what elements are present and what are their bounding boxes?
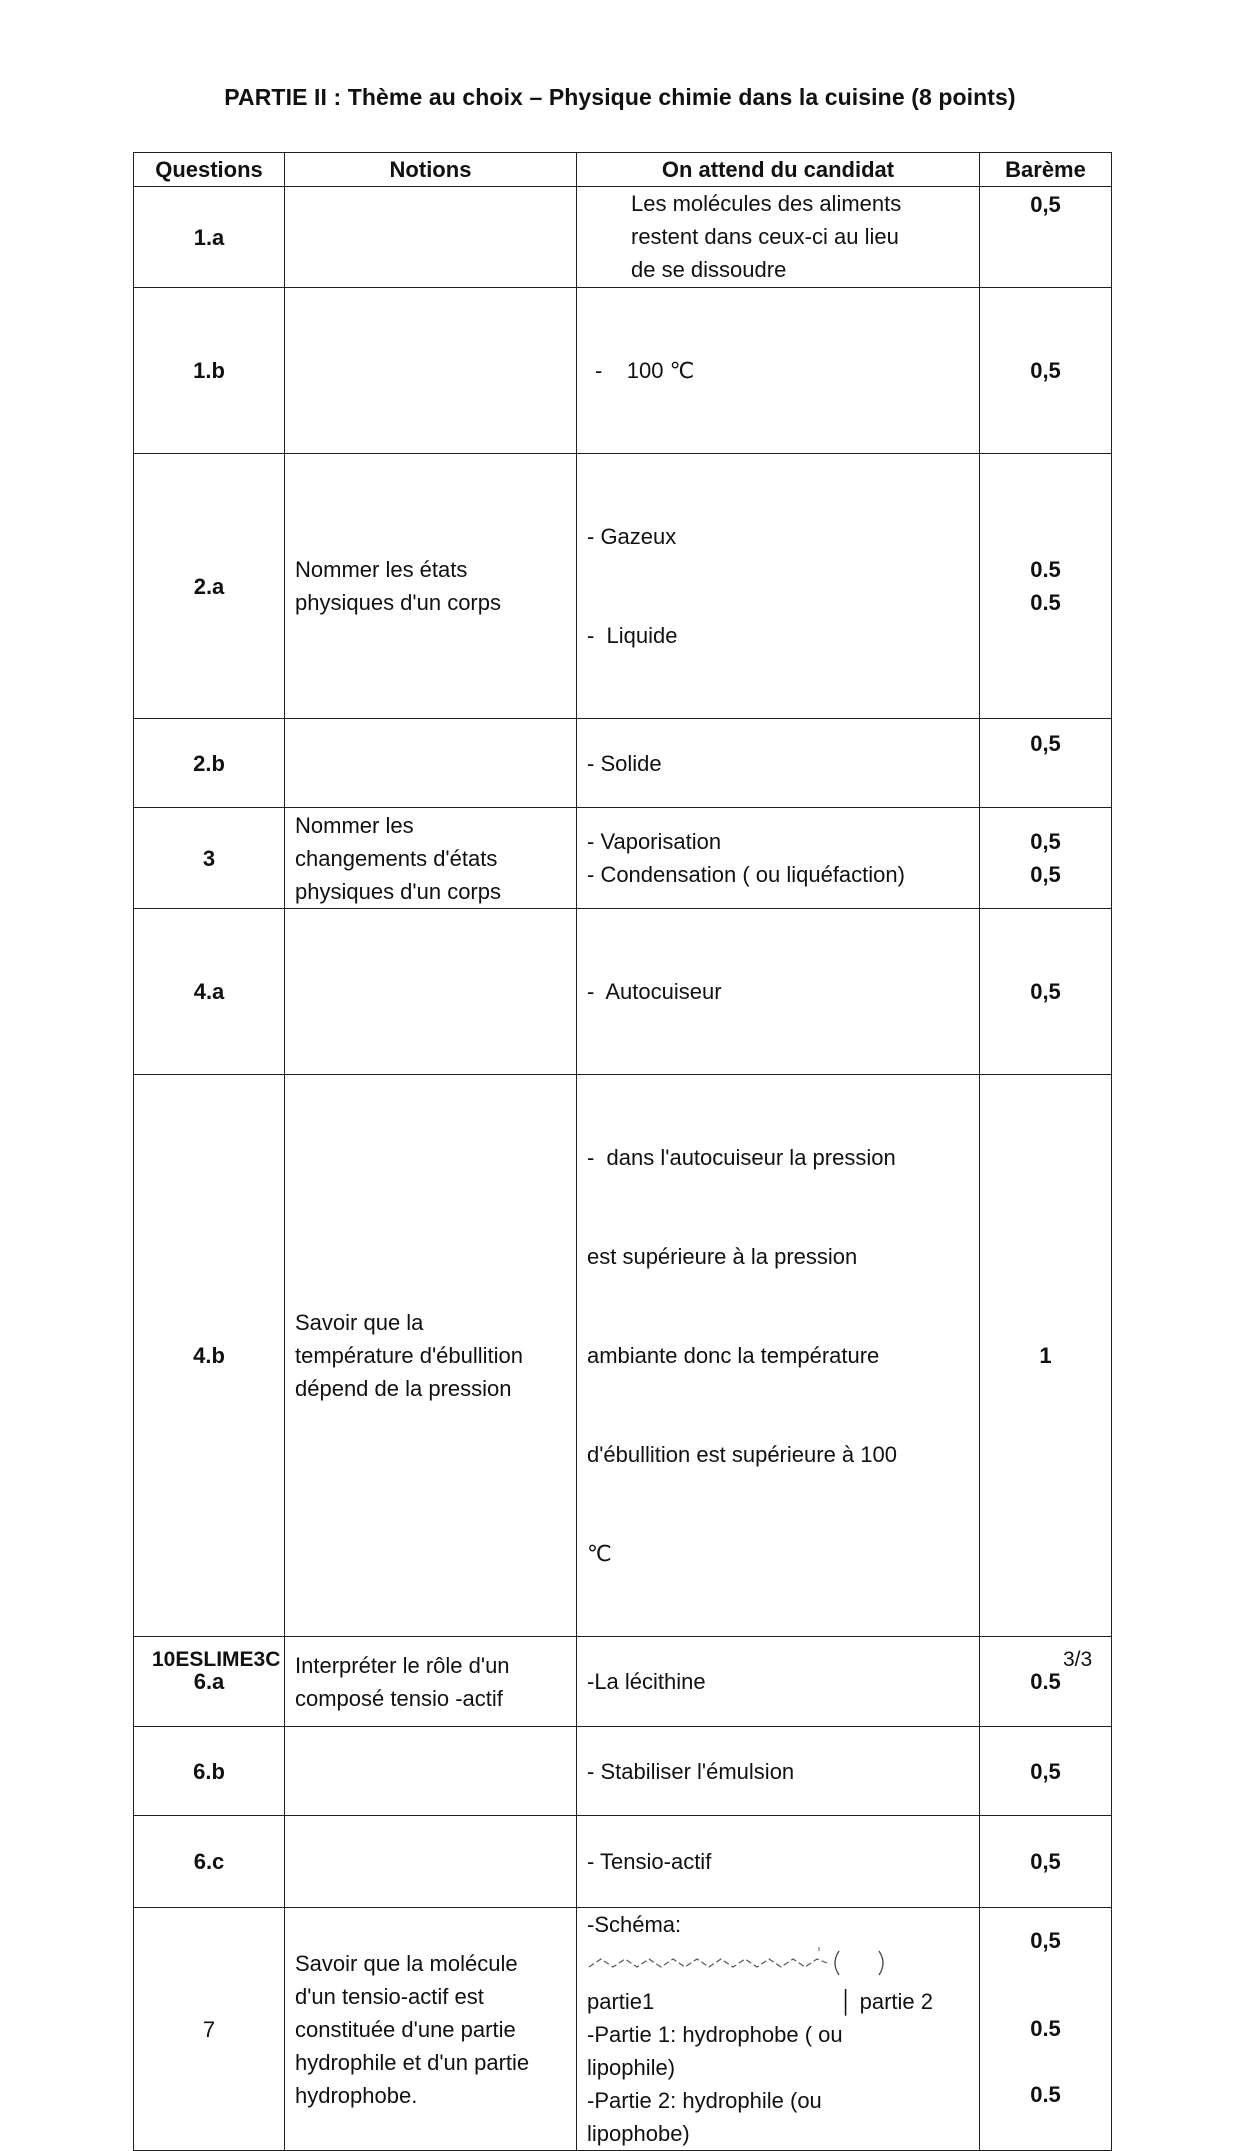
attendu-line: - Liquide: [587, 623, 678, 648]
question-cell: 3: [134, 808, 285, 909]
attendu-line: ℃: [587, 1541, 612, 1566]
notion-cell: [285, 1908, 577, 2151]
attendu-cell: [577, 187, 980, 288]
bareme-cell: [980, 288, 1112, 454]
grading-table: [133, 152, 1112, 2151]
attendu-line: -La lécithine: [587, 1669, 706, 1694]
notion-line: Nommer les états: [295, 557, 468, 582]
schema-label: -Schéma:: [587, 1912, 682, 1937]
bareme-cell: [980, 187, 1112, 288]
table-row: [134, 1816, 1112, 1908]
bareme-cell: [980, 1816, 1112, 1908]
attendu-line: de se dissoudre: [631, 257, 787, 282]
attendu-line: - Autocuiseur: [587, 979, 722, 1004]
attendu-line: ambiante donc la température: [587, 1343, 880, 1368]
bareme-cell: [980, 1075, 1112, 1637]
surfactant-molecule-diagram: [587, 1941, 969, 1985]
bareme-value: 0,5: [1030, 1928, 1061, 1953]
attendu-line: d'ébullition est supérieure à 100: [587, 1442, 897, 1467]
attendu-line: est supérieure à la pression: [587, 1244, 858, 1269]
table-row: [134, 1908, 1112, 2151]
attendu-cell: [577, 1637, 980, 1727]
question-cell: 6.c: [134, 1816, 285, 1908]
molecule-svg: [587, 1941, 927, 1985]
attendu-line: - Solide: [587, 750, 662, 776]
notion-cell: [285, 909, 577, 1075]
notion-cell: [285, 288, 577, 454]
schema-part2-text: partie 2: [859, 1989, 933, 2014]
notion-line: hydrophile et d'un partie: [295, 2049, 530, 2075]
header-questions: Questions: [134, 153, 285, 187]
table-row: [134, 454, 1112, 719]
attendu-line: - Condensation ( ou liquéfaction): [587, 862, 905, 887]
bareme-value: 0,5: [1030, 358, 1061, 383]
hydrophobic-tail: [589, 1959, 827, 1967]
header-bareme: Barème: [980, 153, 1112, 187]
notion-cell: [285, 1637, 577, 1727]
notion-line: d'un tensio-actif est: [295, 1983, 484, 2009]
attendu-line: - 100 ℃: [595, 358, 695, 383]
bareme-value: 0,5: [1030, 829, 1061, 854]
bareme-value: 0,5: [1030, 1849, 1061, 1874]
notion-cell: [285, 808, 577, 909]
table-row: [134, 808, 1112, 909]
notion-line: Nommer les: [295, 812, 414, 838]
table-row: [134, 288, 1112, 454]
question-cell: 6.a: [134, 1637, 285, 1727]
bareme-value: 0.5: [1030, 2082, 1061, 2107]
notion-line: physiques d'un corps: [295, 878, 501, 904]
attendu-line: restent dans ceux-ci au lieu: [631, 224, 899, 249]
question-cell: 4.a: [134, 909, 285, 1075]
attendu-line: -Partie 1: hydrophobe ( ou: [587, 2022, 843, 2047]
notion-cell: [285, 719, 577, 808]
question-cell: 2.b: [134, 719, 285, 808]
bareme-cell: [980, 808, 1112, 909]
header-notions: Notions: [285, 153, 577, 187]
notion-line: Savoir que la: [295, 1310, 424, 1335]
notion-cell: [285, 1816, 577, 1908]
question-cell: 6.b: [134, 1727, 285, 1816]
attendu-line: lipophile): [587, 2055, 676, 2080]
notion-line: composé tensio -actif: [295, 1685, 503, 1711]
bareme-value: 1: [1039, 1343, 1052, 1368]
attendu-line: - Vaporisation: [587, 829, 722, 854]
notion-line: dépend de la pression: [295, 1376, 512, 1401]
document-code: 10ESLIME3C: [152, 1648, 281, 1671]
notion-line: physiques d'un corps: [295, 590, 501, 615]
page-number: 3/3: [1063, 1648, 1093, 1671]
hydrophilic-head-right: [879, 1951, 883, 1975]
notion-cell: [285, 1727, 577, 1816]
attendu-cell: [577, 1727, 980, 1816]
question-cell: 7: [134, 1908, 285, 2151]
bareme-value: 0,5: [1030, 979, 1061, 1004]
attendu-cell: [577, 288, 980, 454]
hydrophilic-head-left: [835, 1951, 839, 1975]
notion-cell: [285, 187, 577, 288]
notion-line: température d'ébullition: [295, 1343, 524, 1368]
notion-cell: [285, 1075, 577, 1637]
notion-cell: [285, 454, 577, 719]
question-cell: 1.b: [134, 288, 285, 454]
bareme-value: 0,5: [1030, 862, 1061, 887]
bareme-value: 0.5: [1030, 2016, 1061, 2041]
notion-line: changements d'états: [295, 845, 498, 871]
table-row: [134, 1727, 1112, 1816]
attendu-line: lipophobe): [587, 2121, 690, 2146]
notion-line: Interpréter le rôle d'un: [295, 1652, 510, 1678]
bareme-cell: [980, 1727, 1112, 1816]
bareme-value: 0,5: [1030, 192, 1061, 217]
notion-line: Savoir que la molécule: [295, 1950, 518, 1976]
attendu-cell: [577, 1908, 980, 2151]
attendu-line: - Gazeux: [587, 524, 677, 549]
bareme-value: 0,5: [1030, 1758, 1061, 1784]
bareme-value: 0.5: [1030, 590, 1061, 615]
question-cell: 4.b: [134, 1075, 285, 1637]
notion-line: constituée d'une partie: [295, 2016, 516, 2042]
bareme-cell: [980, 909, 1112, 1075]
header-attendu: On attend du candidat: [577, 153, 980, 187]
bareme-value: 0,5: [1030, 731, 1061, 756]
schema-part2-label: │ partie 2: [839, 1989, 933, 2014]
question-cell: 1.a: [134, 187, 285, 288]
attendu-line: - Tensio-actif: [587, 1849, 712, 1874]
attendu-cell: [577, 1075, 980, 1637]
attendu-line: - dans l'autocuiseur la pression: [587, 1145, 896, 1170]
attendu-cell: [577, 808, 980, 909]
table-row: [134, 719, 1112, 808]
bareme-cell: [980, 719, 1112, 808]
bareme-cell: [980, 1908, 1112, 2151]
schema-part1-label: partie1: [587, 1989, 655, 2014]
attendu-line: -Partie 2: hydrophile (ou: [587, 2088, 822, 2113]
table-row: [134, 187, 1112, 288]
page-title: PARTIE II : Thème au choix – Physique chimie dans la cuisine (8 points): [224, 84, 1016, 110]
bareme-value: 0.5: [1030, 557, 1061, 582]
attendu-cell: [577, 454, 980, 719]
table-row: [134, 1075, 1112, 1637]
schema-part-labels: [587, 1985, 969, 2018]
bareme-value: 0.5: [1030, 1669, 1061, 1694]
attendu-cell: [577, 1816, 980, 1908]
question-cell: 2.a: [134, 454, 285, 719]
attendu-line: - Stabiliser l'émulsion: [587, 1758, 795, 1784]
attendu-cell: [577, 909, 980, 1075]
bareme-cell: [980, 454, 1112, 719]
table-header-row: [134, 153, 1112, 187]
attendu-cell: [577, 719, 980, 808]
table-row: [134, 909, 1112, 1075]
notion-line: hydrophobe.: [295, 2082, 418, 2108]
attendu-line: Les molécules des aliments: [631, 191, 902, 216]
